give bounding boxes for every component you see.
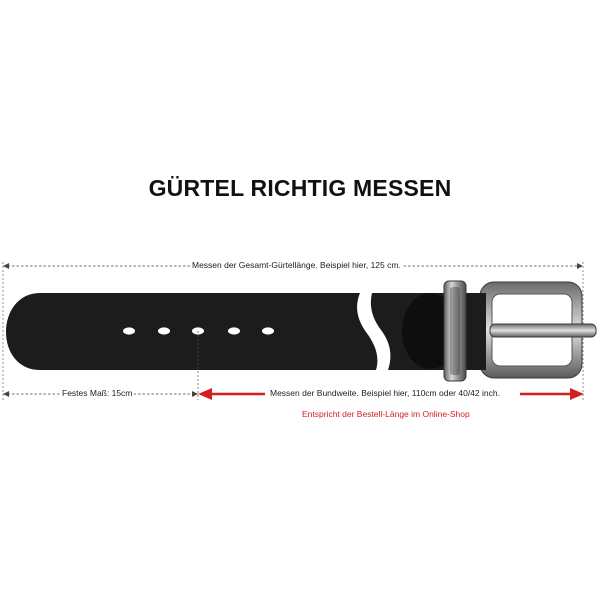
buckle [470, 282, 596, 378]
belt-hole [262, 327, 274, 334]
waist-measure-label: Messen der Bundweite. Beispiel hier, 110cm oder 40/42 inch. [270, 388, 500, 398]
belt-hole [123, 327, 135, 334]
belt-strap [6, 293, 377, 370]
belt-hole [228, 327, 240, 334]
fixed-measure-label: Festes Maß: 15cm [62, 388, 133, 398]
buckle-prong [490, 324, 596, 337]
belt-hole [158, 327, 170, 334]
total-length-label: Messen der Gesamt-Gürtellänge. Beispiel hier, 125 cm. [192, 260, 401, 270]
order-note-label: Entspricht der Bestell-Länge im Online-Shop [302, 409, 470, 419]
page-title: GÜRTEL RICHTIG MESSEN [148, 175, 452, 201]
